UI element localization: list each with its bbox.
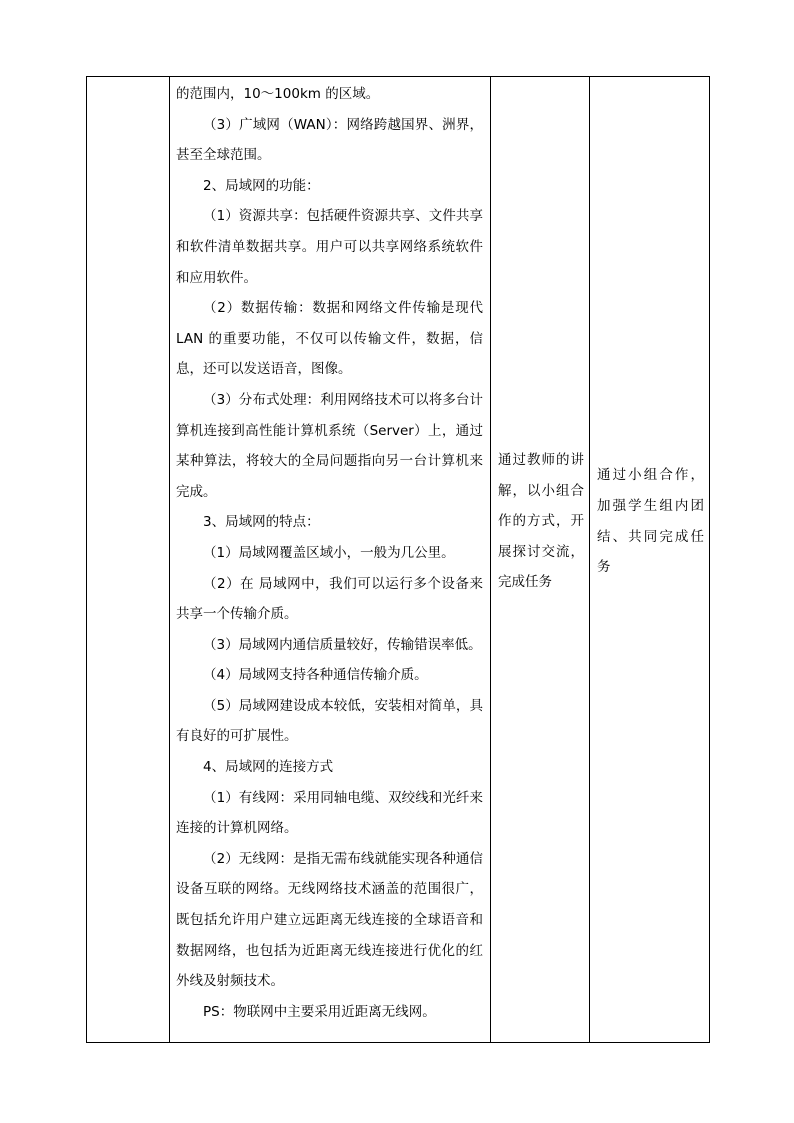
content-paragraph: 2、局域网的功能： bbox=[203, 177, 320, 194]
design-intent-cell bbox=[590, 77, 710, 1043]
content-paragraph: （1）有线网：采用同轴电缆、双绞线和光纤来连接的计算机网络。 bbox=[176, 789, 483, 837]
lesson-content bbox=[170, 77, 490, 1027]
content-paragraph: （5）局域网建设成本较低，安装相对简单，具有良好的可扩展性。 bbox=[176, 697, 483, 745]
content-paragraph: （1）资源共享：包括硬件资源共享、文件共享和软件清单数据共享。用户可以共享网络系统软件和应用软件。 bbox=[176, 208, 483, 286]
content-paragraph: 4、局域网的连接方式 bbox=[203, 759, 334, 776]
content-paragraph: （3）广域网（WAN）：网络跨越国界、洲界，甚至全球范围。 bbox=[176, 116, 483, 164]
content-paragraph: 的范围内，10～100km 的区域。 bbox=[176, 86, 380, 102]
content-paragraph: （2）无线网：是指无需布线就能实现各种通信设备互联的网络。无线网络技术涵盖的范围很广，既包括允许用户建立远距离无线连接的全球语音和数据网络，也包括为近距离无线连接进行优化的红外线及射频技术。 bbox=[176, 850, 483, 990]
teacher-activity-text: 通过教师的讲解，以小组合作的方式，开展探讨交流，完成任务 bbox=[498, 452, 584, 591]
content-paragraph: （2）在 局域网中，我们可以运行多个设备来共享一个传输介质。 bbox=[176, 575, 483, 623]
content-paragraph: （1）局域网覆盖区域小，一般为几公里。 bbox=[203, 544, 455, 561]
lesson-plan-table bbox=[86, 76, 710, 1043]
blank-column-cell bbox=[87, 77, 170, 1043]
content-paragraph: （3）局域网内通信质量较好，传输错误率低。 bbox=[203, 636, 482, 653]
content-paragraph: （2）数据传输：数据和网络文件传输是现代 LAN 的重要功能，不仅可以传输文件，数据，信息，还可以发送语音，图像。 bbox=[176, 300, 483, 378]
teacher-activity-cell bbox=[491, 77, 590, 1043]
content-paragraph: PS：物联网中主要采用近距离无线网。 bbox=[203, 1003, 436, 1020]
design-intent-text: 通过小组合作，加强学生组内团结、共同完成任务 bbox=[597, 467, 704, 576]
content-paragraph: （3）分布式处理：利用网络技术可以将多台计算机连接到高性能计算机系统（Server）上，通过某种算法，将较大的全局问题指向另一台计算机来完成。 bbox=[176, 391, 483, 500]
content-paragraph: 3、局域网的特点： bbox=[203, 514, 320, 531]
content-cell bbox=[170, 77, 491, 1043]
content-paragraph: （4）局域网支持各种通信传输介质。 bbox=[203, 667, 428, 684]
